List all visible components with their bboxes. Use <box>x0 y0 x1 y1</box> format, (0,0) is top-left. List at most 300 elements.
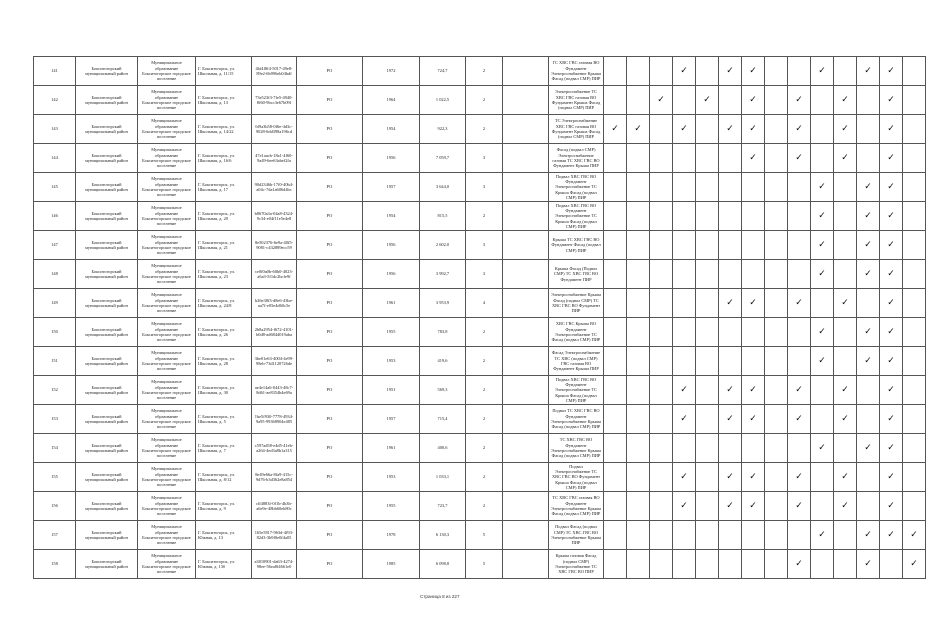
check-mark-icon: ✓ <box>788 115 811 144</box>
floors-cell: 3 <box>466 231 503 260</box>
address-cell: Г. Бокситогорск, ул. Южная, д. 13б <box>196 550 252 579</box>
empty-cell <box>811 115 834 144</box>
check-mark-icon: ✓ <box>834 376 857 405</box>
empty-cell <box>834 550 857 579</box>
building-id-cell: b26e38f3-d8e6-43be-aa7f-e05e4d60c5e <box>252 289 297 318</box>
row-number-cell: 141 <box>34 57 76 86</box>
empty-cell <box>742 173 765 202</box>
services-cell: ТС ХВС ГВС газовая ВО Фундамент Электроснабжение Крыша Фасад (подвал СМР) ПИР <box>549 492 604 521</box>
empty-cell <box>673 231 696 260</box>
empty-cell <box>811 86 834 115</box>
check-mark-icon: ✓ <box>742 115 765 144</box>
check-mark-icon: ✓ <box>857 318 880 347</box>
empty-cell <box>811 289 834 318</box>
check-mark-icon: ✓ <box>857 202 880 231</box>
empty-cell <box>857 463 880 492</box>
empty-cell <box>834 347 857 376</box>
area-cell: 922,3 <box>420 115 466 144</box>
empty-cell <box>696 57 719 86</box>
address-cell: Г. Бокситогорск, ул. Школьная, д. 5 <box>196 405 252 434</box>
row-number-cell: 156 <box>34 492 76 521</box>
floors-cell: 2 <box>466 318 503 347</box>
check-mark-icon: ✓ <box>719 289 742 318</box>
table-row <box>34 376 926 405</box>
floors-cell: 2 <box>466 434 503 463</box>
district-cell: Бокситогорский муниципальный район <box>76 86 138 115</box>
address-cell: Г. Бокситогорск, ул. Школьная, д. 11/15 <box>196 57 252 86</box>
empty-cell <box>903 376 926 405</box>
empty-cell <box>673 318 696 347</box>
floors-cell: 5 <box>466 521 503 550</box>
building-id-cell: 8e49e66a-8fa9-415c-9d76-b3d362e8a854 <box>252 463 297 492</box>
empty-cell <box>627 173 650 202</box>
type-cell: РО <box>297 463 363 492</box>
check-mark-icon: ✓ <box>880 405 903 434</box>
type-cell: РО <box>297 347 363 376</box>
check-mark-icon: ✓ <box>903 550 926 579</box>
address-cell: Г. Бокситогорск, ул. Школьная, д. 24/8 <box>196 289 252 318</box>
empty-cell <box>650 405 673 434</box>
empty-cell <box>719 144 742 173</box>
empty-cell <box>857 492 880 521</box>
empty-cell <box>673 260 696 289</box>
district-cell: Бокситогорский муниципальный район <box>76 347 138 376</box>
empty-cell <box>742 260 765 289</box>
empty-cell <box>696 173 719 202</box>
year-cell: 1957 <box>363 405 420 434</box>
table-row <box>34 550 926 579</box>
row-number-cell: 157 <box>34 521 76 550</box>
area-cell: 6 098,8 <box>420 550 466 579</box>
year-cell: 1957 <box>363 173 420 202</box>
address-cell: Г. Бокситогорск, ул. Школьная, д. 16/6 <box>196 144 252 173</box>
check-mark-icon: ✓ <box>811 173 834 202</box>
check-mark-icon: ✓ <box>880 260 903 289</box>
empty-cell <box>834 434 857 463</box>
check-mark-icon: ✓ <box>719 463 742 492</box>
services-cell: ТС ХВС ГВС ВО Фундамент Электроснабжение Крыша Фасад (подвал СМР) ПИР <box>549 434 604 463</box>
services-cell: Подвал ТС ХВС ГВС ВО Фундамент Электроснабжение Крыша Фасад (подвал СМР) ПИР <box>549 405 604 434</box>
page-footer: Страница 8 из 227 <box>420 594 460 599</box>
check-mark-icon: ✓ <box>834 86 857 115</box>
check-mark-icon: ✓ <box>880 347 903 376</box>
services-cell: Крыша ТС ХВС ГВС ВО Фундамент Фасад (подвал СМР) ПИР <box>549 231 604 260</box>
area-cell: 7 059,7 <box>420 144 466 173</box>
services-cell: Электроснабжение ТС ХВС ГВС газовая ВО Фундамент Крыша Фасад (подвал СМР) ПИР <box>549 86 604 115</box>
empty-cell <box>604 550 627 579</box>
services-cell: Фасад (подвал СМР) Электроснабжение газовая ТС ХВС ГВС ВО Фундамент Крыша ПИР <box>549 144 604 173</box>
check-mark-icon: ✓ <box>857 260 880 289</box>
owner-cell: Муниципальное образование Бокситогорское городское поселение <box>138 202 196 231</box>
year-cell: 1955 <box>363 318 420 347</box>
check-mark-icon: ✓ <box>673 57 696 86</box>
empty-cell <box>811 405 834 434</box>
row-number-cell: 155 <box>34 463 76 492</box>
type-cell: РО <box>297 115 363 144</box>
check-mark-icon: ✓ <box>857 347 880 376</box>
empty-cell <box>765 57 788 86</box>
empty-cell <box>604 521 627 550</box>
empty-cell <box>788 57 811 86</box>
empty-cell <box>604 173 627 202</box>
district-cell: Бокситогорский муниципальный район <box>76 463 138 492</box>
empty-cell <box>503 231 549 260</box>
type-cell: РО <box>297 86 363 115</box>
check-mark-icon: ✓ <box>834 492 857 521</box>
row-number-cell: 148 <box>34 260 76 289</box>
empty-cell <box>788 318 811 347</box>
empty-cell <box>811 376 834 405</box>
row-number-cell: 145 <box>34 173 76 202</box>
empty-cell <box>696 405 719 434</box>
area-cell: 724,7 <box>420 57 466 86</box>
empty-cell <box>503 347 549 376</box>
empty-cell <box>765 202 788 231</box>
type-cell: РО <box>297 173 363 202</box>
check-mark-icon: ✓ <box>880 144 903 173</box>
table-row <box>34 57 926 86</box>
empty-cell <box>765 115 788 144</box>
check-mark-icon: ✓ <box>788 550 811 579</box>
housing-register-table <box>33 56 926 579</box>
district-cell: Бокситогорский муниципальный район <box>76 57 138 86</box>
district-cell: Бокситогорский муниципальный район <box>76 376 138 405</box>
check-mark-icon: ✓ <box>880 521 903 550</box>
table-row <box>34 144 926 173</box>
empty-cell <box>834 202 857 231</box>
row-number-cell: 146 <box>34 202 76 231</box>
check-mark-icon: ✓ <box>811 231 834 260</box>
area-cell: 783,8 <box>420 318 466 347</box>
empty-cell <box>650 173 673 202</box>
year-cell: 1978 <box>363 521 420 550</box>
owner-cell: Муниципальное образование Бокситогорское городское поселение <box>138 550 196 579</box>
year-cell: 1972 <box>363 57 420 86</box>
building-id-cell: 165e5817-963d-4f93-82d3-3b9f0e0f4a05 <box>252 521 297 550</box>
empty-cell <box>627 463 650 492</box>
check-mark-icon: ✓ <box>880 202 903 231</box>
empty-cell <box>650 376 673 405</box>
empty-cell <box>696 289 719 318</box>
empty-cell <box>673 289 696 318</box>
floors-cell: 3 <box>466 144 503 173</box>
empty-cell <box>650 202 673 231</box>
owner-cell: Муниципальное образование Бокситогорское городское поселение <box>138 521 196 550</box>
table-row <box>34 405 926 434</box>
check-mark-icon: ✓ <box>880 463 903 492</box>
building-id-cell: 4bf4f8f4-5017-49e8-89e2-6b996eb04bdf <box>252 57 297 86</box>
empty-cell <box>903 318 926 347</box>
building-id-cell: 47e1aacb-18a1-4f60-9a49-6ee63abef2fa <box>252 144 297 173</box>
area-cell: 1 022,5 <box>420 86 466 115</box>
check-mark-icon: ✓ <box>742 289 765 318</box>
empty-cell <box>673 86 696 115</box>
check-mark-icon: ✓ <box>742 492 765 521</box>
check-mark-icon: ✓ <box>811 57 834 86</box>
empty-cell <box>811 463 834 492</box>
empty-cell <box>719 434 742 463</box>
district-cell: Бокситогорский муниципальный район <box>76 318 138 347</box>
building-id-cell: 73e523f3-7fe5-4940-8f60-9bcc3e67b09f <box>252 86 297 115</box>
district-cell: Бокситогорский муниципальный район <box>76 405 138 434</box>
year-cell: 1961 <box>363 434 420 463</box>
empty-cell <box>604 376 627 405</box>
empty-cell <box>627 144 650 173</box>
address-cell: Г. Бокситогорск, ул. Школьная, д. 7 <box>196 434 252 463</box>
year-cell: 1956 <box>363 231 420 260</box>
check-mark-icon: ✓ <box>742 57 765 86</box>
empty-cell <box>696 521 719 550</box>
empty-cell <box>719 318 742 347</box>
empty-cell <box>903 347 926 376</box>
owner-cell: Муниципальное образование Бокситогорское городское поселение <box>138 347 196 376</box>
district-cell: Бокситогорский муниципальный район <box>76 492 138 521</box>
floors-cell: 2 <box>466 115 503 144</box>
empty-cell <box>503 260 549 289</box>
check-mark-icon: ✓ <box>742 463 765 492</box>
district-cell: Бокситогорский муниципальный район <box>76 260 138 289</box>
building-id-cell: a3810901-da63-4274-98ee-56ea8f4661e0 <box>252 550 297 579</box>
empty-cell <box>627 347 650 376</box>
empty-cell <box>650 463 673 492</box>
check-mark-icon: ✓ <box>742 86 765 115</box>
empty-cell <box>650 57 673 86</box>
owner-cell: Муниципальное образование Бокситогорское городское поселение <box>138 463 196 492</box>
floors-cell: 5 <box>466 550 503 579</box>
year-cell: 1961 <box>363 289 420 318</box>
empty-cell <box>719 231 742 260</box>
empty-cell <box>604 347 627 376</box>
row-number-cell: 152 <box>34 376 76 405</box>
empty-cell <box>503 550 549 579</box>
empty-cell <box>650 318 673 347</box>
check-mark-icon: ✓ <box>673 492 696 521</box>
check-mark-icon: ✓ <box>788 492 811 521</box>
empty-cell <box>857 289 880 318</box>
area-cell: 419,6 <box>420 347 466 376</box>
empty-cell <box>765 405 788 434</box>
empty-cell <box>903 86 926 115</box>
district-cell: Бокситогорский муниципальный район <box>76 550 138 579</box>
empty-cell <box>696 376 719 405</box>
empty-cell <box>503 318 549 347</box>
empty-cell <box>503 86 549 115</box>
check-mark-icon: ✓ <box>834 289 857 318</box>
table-row <box>34 521 926 550</box>
floors-cell: 2 <box>466 347 503 376</box>
type-cell: РО <box>297 405 363 434</box>
district-cell: Бокситогорский муниципальный район <box>76 289 138 318</box>
empty-cell <box>788 347 811 376</box>
check-mark-icon: ✓ <box>880 434 903 463</box>
row-number-cell: 149 <box>34 289 76 318</box>
row-number-cell: 151 <box>34 347 76 376</box>
table-row <box>34 202 926 231</box>
empty-cell <box>503 405 549 434</box>
check-mark-icon: ✓ <box>811 318 834 347</box>
check-mark-icon: ✓ <box>788 86 811 115</box>
check-mark-icon: ✓ <box>673 115 696 144</box>
check-mark-icon: ✓ <box>880 115 903 144</box>
empty-cell <box>627 202 650 231</box>
empty-cell <box>650 550 673 579</box>
empty-cell <box>696 434 719 463</box>
check-mark-icon: ✓ <box>880 231 903 260</box>
district-cell: Бокситогорский муниципальный район <box>76 115 138 144</box>
check-mark-icon: ✓ <box>880 86 903 115</box>
empty-cell <box>903 260 926 289</box>
empty-cell <box>719 202 742 231</box>
address-cell: Г. Бокситогорск, ул. Школьная, д. 28 <box>196 347 252 376</box>
empty-cell <box>742 318 765 347</box>
services-cell: Подвал ХВС ГВС ВО Фундамент Электроснабжение ТС Крыша Фасад (подвал СМР) ПИР <box>549 202 604 231</box>
row-number-cell: 142 <box>34 86 76 115</box>
empty-cell <box>604 260 627 289</box>
check-mark-icon: ✓ <box>834 463 857 492</box>
address-cell: Г. Бокситогорск, ул. Школьная, д. 21 <box>196 231 252 260</box>
check-mark-icon: ✓ <box>880 57 903 86</box>
services-cell: Подвал ХВС ГВС ВО Фундамент Электроснабжение ТС Крыша Фасад (подвал СМР) ПИР <box>549 173 604 202</box>
year-cell: 1953 <box>363 463 420 492</box>
empty-cell <box>650 115 673 144</box>
empty-cell <box>903 434 926 463</box>
owner-cell: Муниципальное образование Бокситогорское городское поселение <box>138 86 196 115</box>
empty-cell <box>834 231 857 260</box>
check-mark-icon: ✓ <box>857 231 880 260</box>
year-cell: 1954 <box>363 202 420 231</box>
services-cell: Подвал Электроснабжение ТС ХВС ГВС ВО Фундамент Крыша Фасад (подвал СМР) ПИР <box>549 463 604 492</box>
table-row <box>34 347 926 376</box>
empty-cell <box>834 260 857 289</box>
type-cell: РО <box>297 318 363 347</box>
check-mark-icon: ✓ <box>650 86 673 115</box>
check-mark-icon: ✓ <box>811 202 834 231</box>
building-id-cell: c597ad58-e4d5-41eb-a264-4ed3a8b1a315 <box>252 434 297 463</box>
type-cell: РО <box>297 434 363 463</box>
empty-cell <box>834 521 857 550</box>
check-mark-icon: ✓ <box>627 115 650 144</box>
empty-cell <box>788 260 811 289</box>
empty-cell <box>696 115 719 144</box>
empty-cell <box>696 318 719 347</box>
empty-cell <box>765 550 788 579</box>
empty-cell <box>834 173 857 202</box>
type-cell: РО <box>297 492 363 521</box>
building-id-cell: 1be5f930-7778-4934-9a95-99368904e485 <box>252 405 297 434</box>
check-mark-icon: ✓ <box>811 521 834 550</box>
empty-cell <box>650 434 673 463</box>
empty-cell <box>880 550 903 579</box>
services-cell: ГС ХВС ГВС газовая ВО Фундамент Электроснабжение Крыша Фасад (подвал СМР) ПИР <box>549 57 604 86</box>
address-cell: Г. Бокситогорск, ул. Школьная, д. 13 <box>196 86 252 115</box>
empty-cell <box>719 260 742 289</box>
area-cell: 3 644,0 <box>420 173 466 202</box>
address-cell: Г. Бокситогорск, ул. Школьная, д. 14/22 <box>196 115 252 144</box>
empty-cell <box>857 115 880 144</box>
area-cell: 3 953,9 <box>420 289 466 318</box>
year-cell: 1964 <box>363 86 420 115</box>
owner-cell: Муниципальное образование Бокситогорское городское поселение <box>138 173 196 202</box>
check-mark-icon: ✓ <box>742 376 765 405</box>
services-cell: ТС Электроснабжение ХВС ГВС газовая ВО Фундамент Крыша Фасад (подвал СМР) ПИР <box>549 115 604 144</box>
empty-cell <box>903 231 926 260</box>
empty-cell <box>765 144 788 173</box>
empty-cell <box>765 260 788 289</box>
empty-cell <box>604 202 627 231</box>
empty-cell <box>903 115 926 144</box>
owner-cell: Муниципальное образование Бокситогорское городское поселение <box>138 231 196 260</box>
building-id-cell: 90d2346b-17f0-40b4-a04c-7da1a606d4bc <box>252 173 297 202</box>
check-mark-icon: ✓ <box>811 347 834 376</box>
check-mark-icon: ✓ <box>604 115 627 144</box>
type-cell: РО <box>297 202 363 231</box>
type-cell: РО <box>297 521 363 550</box>
check-mark-icon: ✓ <box>834 405 857 434</box>
check-mark-icon: ✓ <box>719 57 742 86</box>
owner-cell: Муниципальное образование Бокситогорское городское поселение <box>138 57 196 86</box>
row-number-cell: 144 <box>34 144 76 173</box>
empty-cell <box>765 289 788 318</box>
year-cell: 1954 <box>363 115 420 144</box>
area-cell: 715,4 <box>420 405 466 434</box>
empty-cell <box>696 260 719 289</box>
services-cell: Электроснабжение Крыша Фасад (подвал СМР) ТС ХВС ГВС ВО Фундамент ПИР <box>549 289 604 318</box>
district-cell: Бокситогорский муниципальный район <box>76 202 138 231</box>
empty-cell <box>857 144 880 173</box>
empty-cell <box>503 463 549 492</box>
empty-cell <box>788 173 811 202</box>
empty-cell <box>650 347 673 376</box>
empty-cell <box>503 173 549 202</box>
year-cell: 1956 <box>363 260 420 289</box>
check-mark-icon: ✓ <box>811 260 834 289</box>
type-cell: РО <box>297 260 363 289</box>
empty-cell <box>673 550 696 579</box>
area-cell: 815,5 <box>420 202 466 231</box>
table-row <box>34 492 926 521</box>
table-row <box>34 434 926 463</box>
building-id-cell: 6f9a3b58-0f6e-4d3c-9028-6dd398a196cd <box>252 115 297 144</box>
empty-cell <box>604 405 627 434</box>
empty-cell <box>503 202 549 231</box>
check-mark-icon: ✓ <box>857 550 880 579</box>
row-number-cell: 154 <box>34 434 76 463</box>
empty-cell <box>627 260 650 289</box>
row-number-cell: 147 <box>34 231 76 260</box>
empty-cell <box>719 347 742 376</box>
table-row <box>34 463 926 492</box>
floors-cell: 2 <box>466 57 503 86</box>
table-row <box>34 260 926 289</box>
check-mark-icon: ✓ <box>788 376 811 405</box>
services-cell: Крыша Фасад (Подвал СМР) ТС ХВС ГВС ВО Фундамент ПИР <box>549 260 604 289</box>
empty-cell <box>627 405 650 434</box>
check-mark-icon: ✓ <box>719 405 742 434</box>
check-mark-icon: ✓ <box>673 376 696 405</box>
building-id-cell: 2b8a2954-f672-4101-b0d8-ad6844019aba <box>252 318 297 347</box>
empty-cell <box>696 144 719 173</box>
empty-cell <box>696 463 719 492</box>
check-mark-icon: ✓ <box>719 492 742 521</box>
year-cell: 1956 <box>363 144 420 173</box>
check-mark-icon: ✓ <box>719 115 742 144</box>
empty-cell <box>503 289 549 318</box>
empty-cell <box>765 318 788 347</box>
district-cell: Бокситогорский муниципальный район <box>76 521 138 550</box>
empty-cell <box>719 173 742 202</box>
empty-cell <box>903 463 926 492</box>
empty-cell <box>742 202 765 231</box>
